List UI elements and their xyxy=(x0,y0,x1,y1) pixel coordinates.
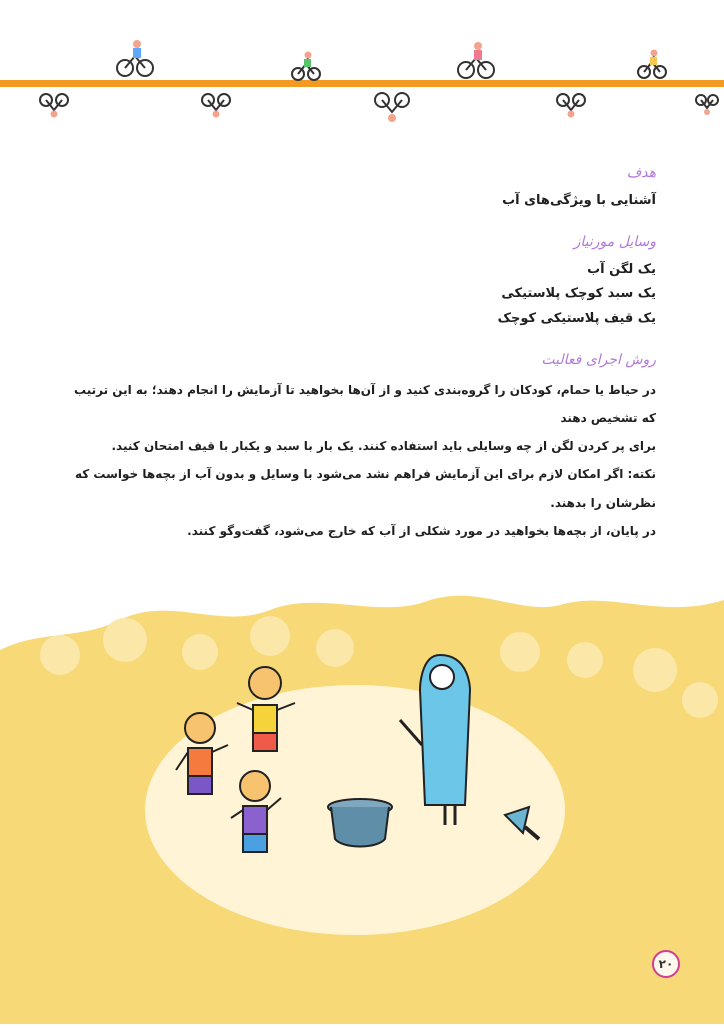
procedure-paragraph: برای پر کردن لگن از چه وسایلی باید استفاده کنند. یک بار با سبد و یکبار با قیف امتحان کنید. xyxy=(111,439,656,454)
closing-paragraph: در پایان، از بچه‌ها بخواهید در مورد شکلی از آب که خارج می‌شود، گفت‌وگو کنند. xyxy=(187,523,656,538)
header-band xyxy=(0,0,724,140)
material-item: یک قیف پلاستیکی کوچک xyxy=(497,311,656,327)
procedure-title: روش اجرای فعالیت xyxy=(541,351,656,368)
bicycle-rider-icon xyxy=(638,50,666,79)
bicycle-rider-icon xyxy=(117,40,153,76)
goal-title: هدف xyxy=(626,165,656,181)
bicycle-rider-icon xyxy=(202,94,230,118)
content-area xyxy=(56,165,656,565)
material-item: یک سبد کوچک پلاستیکی xyxy=(501,286,656,302)
goal-section xyxy=(56,165,656,214)
basin xyxy=(328,799,392,847)
bicycle-rider-icon xyxy=(557,94,585,118)
note-paragraph: نکته: اگر امکان لازم برای این آزمایش فراهم نشد می‌شود با وسایل و بدون آب از بچه‌ها خواست که نظرشان را بدهند. xyxy=(74,467,656,510)
activity-illustration-svg xyxy=(0,560,724,1024)
goal-text: آشنایی با ویژگی‌های آب xyxy=(502,193,656,208)
bicycle-rider-icon xyxy=(292,52,320,81)
bicycle-rider-icon xyxy=(375,93,409,122)
material-item: یک لگن آب xyxy=(587,261,656,277)
bicycle-rider-icon xyxy=(458,42,494,78)
materials-title: وسایل مورنیاز xyxy=(573,233,656,250)
procedure-section xyxy=(56,352,656,545)
bicycle-rider-icon xyxy=(696,95,718,115)
page-number: ۲۰ xyxy=(652,950,680,978)
header-riders-illustration xyxy=(0,0,724,140)
procedure-paragraph: در حیاط یا حمام، کودکان را گروه‌بندی کنید و از آن‌ها بخواهید تا آزمایش را انجام دهند؛ به این ترتیب که تشخیص دهند xyxy=(74,382,656,425)
activity-illustration xyxy=(0,560,724,1024)
bicycle-rider-icon xyxy=(40,94,68,118)
materials-section xyxy=(56,234,656,332)
